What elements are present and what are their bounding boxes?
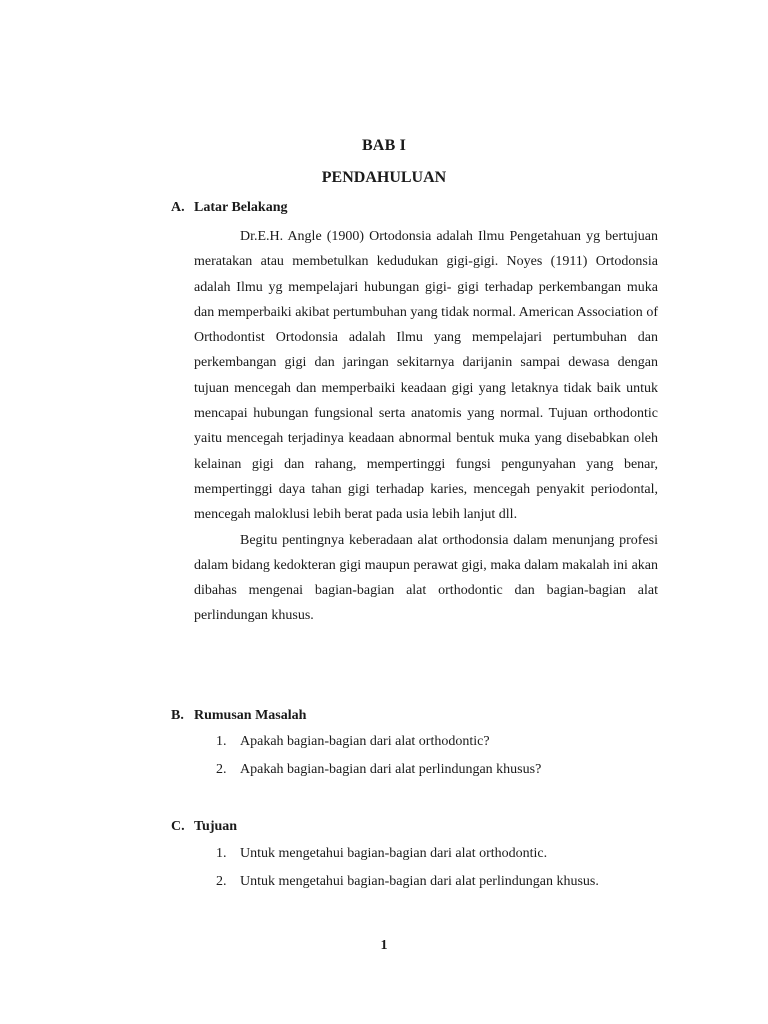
section-a-body — [194, 224, 658, 629]
section-c-list — [216, 845, 599, 901]
section-b-title: Rumusan Masalah — [194, 708, 307, 723]
list-item — [216, 733, 541, 761]
paragraph: Dr.E.H. Angle (1900) Ortodonsia adalah Ilmu Pengetahuan yg bertujuan meratakan atau membetulkan kedudukan gigi-gigi. Noyes (1911) Ortodonsia adalah Ilmu yg mempelajari hubungan gigi- gigi terhadap perkembangan muka dan memperbaiki akibat pertumbuhan yang tidak normal. American Association of Orthodontist Ortodonsia adalah Ilmu yang mempelajari pertumbuhan dan perkembangan gigi dan jaringan sekitarnya darijanin sampai dewasa dengan tujuan mencegah dan memperbaiki keadaan gigi yang letaknya tidak baik untuk mencapai hubungan fungsional serta anatomis yang normal. Tujuan orthodontic yaitu mencegah terjadinya keadaan abnormal bentuk muka yang disebabkan oleh kelainan gigi dan rahang, mempertinggi fungsi pengunyahan yang benar, mempertinggi daya tahan gigi terhadap karies, mencegah penyakit periodontal, mencegah maloklusi lebih berat pada usia lebih lanjut dll. — [194, 229, 658, 523]
list-item-number: 1. — [216, 734, 227, 749]
section-c-title: Tujuan — [194, 819, 238, 834]
page-number: 1 — [380, 938, 388, 953]
list-item-text: Apakah bagian-bagian dari alat orthodontic? — [240, 734, 490, 749]
list-item-text: Untuk mengetahui bagian-bagian dari alat orthodontic. — [240, 846, 548, 861]
section-b-heading — [171, 708, 306, 724]
list-item-text: Untuk mengetahui bagian-bagian dari alat perlindungan khusus. — [240, 874, 599, 889]
section-a-title: Latar Belakang — [194, 200, 288, 215]
list-item — [216, 873, 599, 901]
list-item — [216, 845, 599, 873]
section-b-list — [216, 733, 541, 789]
list-item-text: Apakah bagian-bagian dari alat perlindungan khusus? — [240, 762, 542, 777]
list-item-number: 2. — [216, 874, 227, 889]
section-a-heading — [171, 200, 287, 216]
paragraph: Begitu pentingnya keberadaan alat orthodonsia dalam menunjang profesi dalam bidang kedokteran gigi maupun perawat gigi, maka dalam makalah ini akan dibahas mengenai bagian-bagian alat orthodontic dan bagian-bagian alat perlindungan khusus. — [194, 532, 658, 624]
list-item-number: 2. — [216, 762, 227, 777]
list-item-number: 1. — [216, 846, 227, 861]
section-b-letter: B. — [171, 708, 184, 723]
chapter-number: BAB I — [361, 137, 407, 154]
chapter-title: PENDAHULUAN — [321, 169, 447, 186]
list-item — [216, 761, 541, 789]
section-c-letter: C. — [171, 819, 185, 834]
section-c-heading — [171, 819, 237, 835]
section-a-letter: A. — [171, 200, 185, 215]
